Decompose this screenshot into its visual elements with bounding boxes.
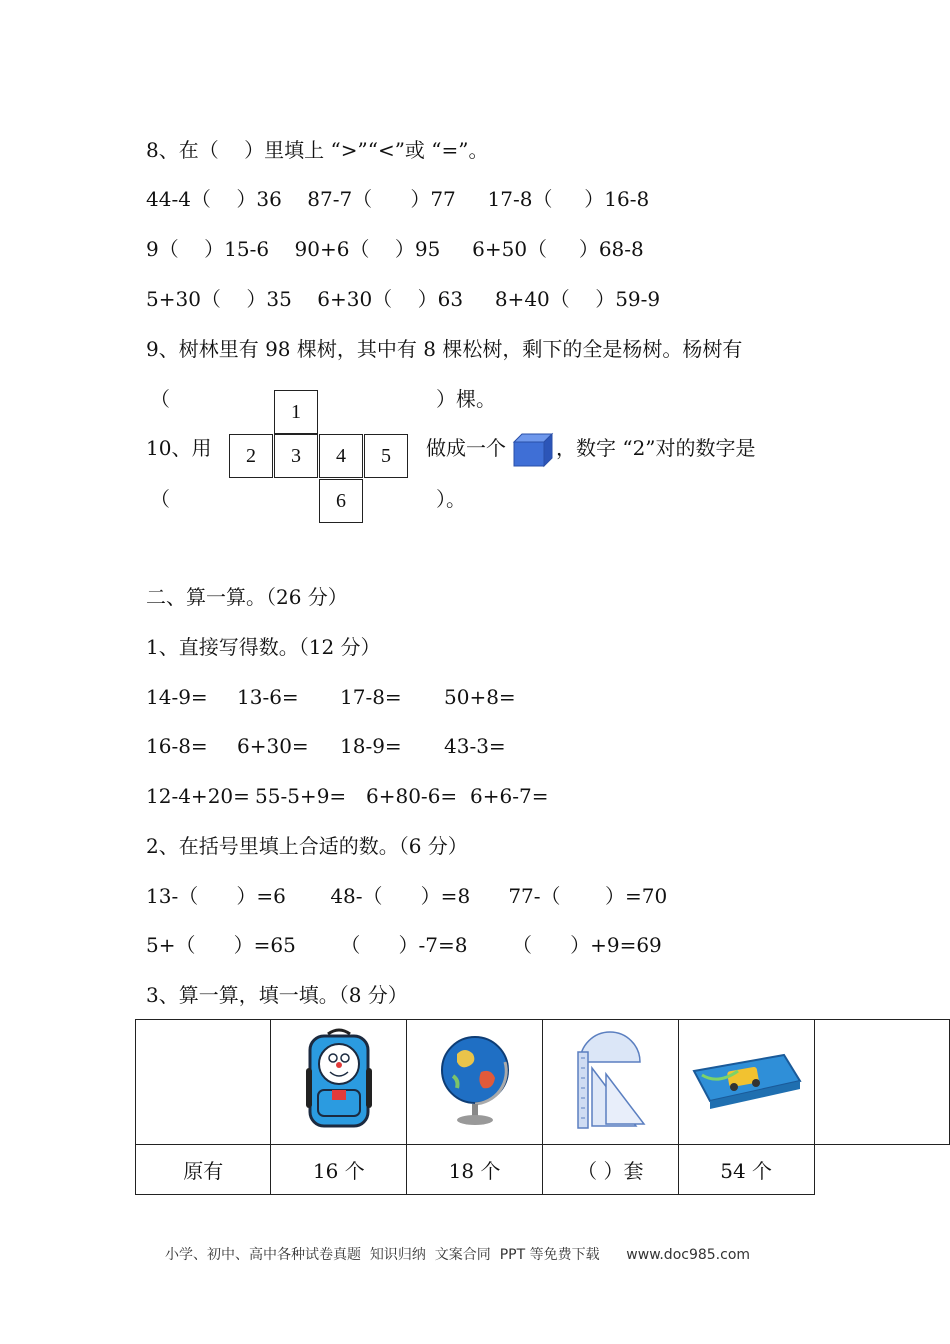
calc-r2-c2: 6+30= (237, 734, 309, 758)
table-cell-pencil-case (678, 1020, 814, 1145)
table-cell-globe (407, 1020, 543, 1145)
calc-r1-c4: 50+8= (444, 685, 516, 709)
globe-icon (435, 1032, 515, 1128)
sub2-row-2: 5+（ ）=65 （ ）-7=8 （ ）+9=69 (146, 933, 662, 957)
table-cell-blank (814, 1020, 949, 1145)
cube-icon (512, 432, 554, 468)
sub2-row-1: 13-（ ）=6 48-（ ）=8 77-（ ）=70 (146, 884, 668, 908)
backpack-icon (304, 1028, 374, 1132)
net-cell-left: 2 (229, 434, 273, 478)
net-cell-right: 5 (364, 434, 408, 478)
count-backpack: 16 个 (271, 1145, 407, 1195)
footer: 小学、初中、高中各种试卷真题 知识归纳 文案合同 PPT 等免费下载 www.doc985.com (165, 1247, 751, 1263)
net-cell-center-right: 4 (319, 434, 363, 478)
q10-close-text: ）。 (436, 487, 466, 511)
net-cell-bottom: 6 (319, 479, 363, 523)
sub1-title: 1、直接写得数。（12 分） (146, 635, 381, 659)
q8-row-2: 9（ ）15-6 90+6（ ）95 6+50（ ）68-8 (146, 237, 644, 261)
q10-prefix: 10、用 (146, 436, 212, 460)
q8-title: 8、在（ ）里填上 “>”“<”或 “=”。 (146, 138, 489, 162)
calc-r3-c4: 6+6-7= (470, 784, 549, 808)
sub2-title: 2、在括号里填上合适的数。（6 分） (146, 834, 468, 858)
calc-r2-c1: 16-8= (146, 734, 208, 758)
table-cell-ruler-set (542, 1020, 678, 1145)
net-cell-top: 1 (274, 390, 318, 434)
table-corner-cell (136, 1020, 271, 1145)
pencil-case-icon (688, 1045, 804, 1115)
table-row-images (136, 1020, 950, 1145)
row-label: 原有 (136, 1145, 271, 1195)
q9-close-text: ）棵。 (436, 387, 496, 411)
q10-suffix: ，数字 “2”对的数字是 (556, 436, 756, 460)
ruler-set-icon (572, 1028, 648, 1132)
calc-r1-c1: 14-9= (146, 685, 208, 709)
items-table (135, 1019, 950, 1195)
calc-r3-c1: 12-4+20= (146, 784, 250, 808)
q9-text: 9、树林里有 98 棵树，其中有 8 棵松树，剩下的全是杨树。杨树有 (146, 337, 743, 361)
table-cell-backpack (271, 1020, 407, 1145)
q8-row-3: 5+30（ ）35 6+30（ ）63 8+40（ ）59-9 (146, 287, 661, 311)
net-cell-center: 3 (274, 434, 318, 478)
q10-middle: 做成一个 (426, 436, 506, 460)
sub3-title: 3、算一算，填一填。（8 分） (146, 983, 408, 1007)
calc-r1-c3: 17-8= (340, 685, 402, 709)
section2-title: 二、算一算。（26 分） (146, 585, 348, 609)
count-pencil-case: 54 个 (678, 1145, 814, 1195)
count-ruler-set: （ ）套 (542, 1145, 678, 1195)
table-row-counts (136, 1145, 950, 1195)
calc-r1-c2: 13-6= (237, 685, 299, 709)
calc-r3-c3: 6+80-6= (366, 784, 458, 808)
calc-r2-c4: 43-3= (444, 734, 506, 758)
count-globe: 18 个 (407, 1145, 543, 1195)
q9-open-paren: （ (150, 387, 170, 411)
q8-row-1: 44-4（ ）36 87-7（ ）77 17-8（ ）16-8 (146, 187, 650, 211)
calc-r3-c2: 55-5+9= (255, 784, 347, 808)
q10-open-paren: （ (150, 487, 170, 511)
calc-r2-c3: 18-9= (340, 734, 402, 758)
